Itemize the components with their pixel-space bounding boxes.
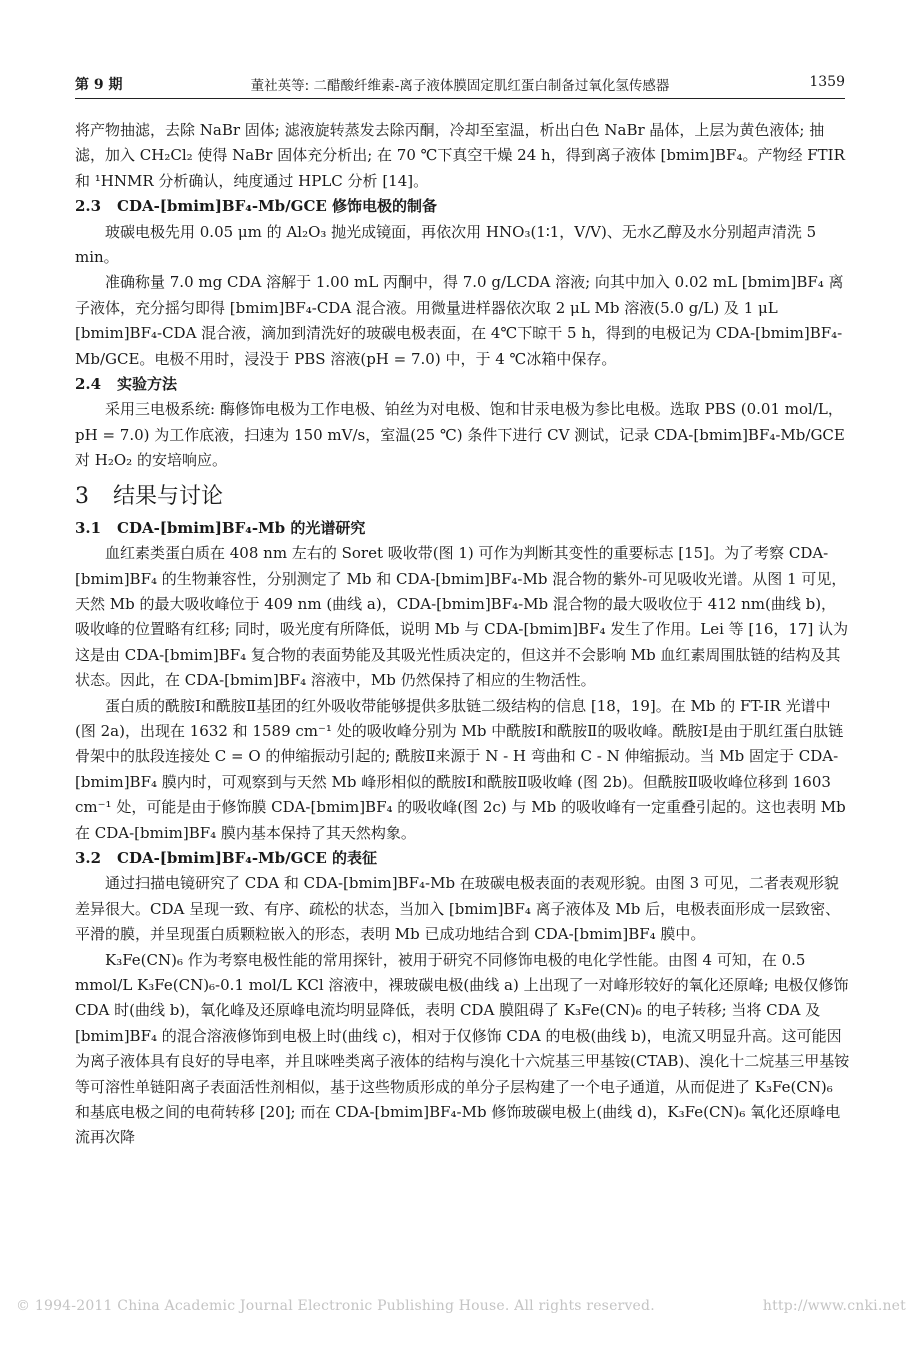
subsection-heading-2-4	[75, 372, 850, 397]
section-title: 结果与讨论	[113, 483, 224, 509]
running-title: 董社英等: 二醋酸纤维素-离子液体膜固定肌红蛋白制备过氧化氢传感器	[250, 78, 670, 94]
paragraph-intro-continued: 将产物抽滤，去除 NaBr 固体; 滤液旋转蒸发去除丙酮，冷却至室温，析出白色 NaBr 晶体，上层为黄色液体; 抽滤，加入 CH₂Cl₂ 使得 NaBr 固体充分析出; 在 70 ℃下真空干燥 24 h，得到离子液体 [bmim]BF₄。产物经 FTIR 和 ¹HNMR 分析确认，纯度通过 HPLC 分析 [14]。	[75, 121, 845, 190]
subsection-title: CDA-[bmim]BF₄-Mb 的光谱研究	[117, 518, 366, 537]
subsection-number: 2.3	[75, 197, 102, 216]
copyright-text: © 1994-2011 China Academic Journal Electronic Publishing House. All rights reserved.	[16, 1298, 655, 1314]
section-number: 3	[75, 483, 89, 509]
subsection-number: 2.4	[75, 375, 102, 394]
paragraph: K₃Fe(CN)₆ 作为考察电极性能的常用探针，被用于研究不同修饰电极的电化学性能。由图 4 可知，在 0.5 mmol/L K₃Fe(CN)₆-0.1 mol/L KCl 溶液中，裸玻碳电极(曲线 a) 上出现了一对峰形较好的氧化还原峰; 电极仅修饰 CDA 时(曲线 b)，氧化峰及还原峰电流均明显降低，表明 CDA 膜阻碍了 K₃Fe(CN)₆ 的电子转移; 当将 CDA 及 [bmim]BF₄ 的混合溶液修饰到电极上时(曲线 c)，相对于仅修饰 CDA 的电极(曲线 b)，电流又明显升高。这可能因为离子液体具有良好的导电率，并且咪唑类离子液体的结构与溴化十六烷基三甲基铵(CTAB)、溴化十二烷基三甲基铵等可溶性单链阳离子表面活性剂相似，基于这些物质形成的单分子层构建了一个电子通道，从而促进了 K₃Fe(CN)₆ 和基底电极之间的电荷转移 [20]; 而在 CDA-[bmim]BF₄-Mb 修饰玻碳电极上(曲线 d)，K₃Fe(CN)₆ 氧化还原峰电流再次降	[75, 950, 850, 1147]
subsection-heading-2-3	[75, 194, 850, 219]
subsection-title: 实验方法	[117, 375, 178, 394]
subsection-heading-3-2	[75, 846, 850, 871]
paragraph: 通过扫描电镜研究了 CDA 和 CDA-[bmim]BF₄-Mb 在玻碳电极表面的表观形貌。由图 3 可见，二者表观形貌差异很大。CDA 呈现一致、有序、疏松的状态，当加入 [bmim]BF₄ 离子液体及 Mb 后，电极表面形成一层致密、平滑的膜，并呈现蛋白质颗粒嵌入的形态，表明 Mb 已成功地结合到 CDA-[bmim]BF₄ 膜中。	[75, 874, 841, 944]
page-number: 1359	[809, 74, 845, 90]
issue-number: 第 9 期	[75, 77, 123, 93]
subsection-title: CDA-[bmim]BF₄-Mb/GCE 修饰电极的制备	[117, 197, 438, 216]
paragraph: 采用三电极系统: 酶修饰电极为工作电极、铂丝为对电极、饱和甘汞电极为参比电极。选取 PBS (0.01 mol/L，pH = 7.0) 为工作底液，扫速为 150 mV/s，室温(25 ℃) 条件下进行 CV 测试，记录 CDA-[bmim]BF₄-Mb/GCE 对 H₂O₂ 的安培响应。	[75, 400, 845, 470]
website-link[interactable]: http://www.cnki.net	[762, 1298, 906, 1314]
subsection-title: CDA-[bmim]BF₄-Mb/GCE 的表征	[117, 848, 378, 867]
section-heading-3	[75, 480, 850, 514]
subsection-number: 3.1	[75, 518, 102, 537]
paragraph: 准确称量 7.0 mg CDA 溶解于 1.00 mL 丙酮中，得 7.0 g/LCDA 溶液; 向其中加入 0.02 mL [bmim]BF₄ 离子液体，充分摇匀即得 [bmim]BF₄-CDA 混合液。用微量进样器依次取 2 μL Mb 溶液(5.0 g/L) 及 1 μL [bmim]BF₄-CDA 混合液，滴加到清洗好的玻碳电极表面，在 4℃下晾干 5 h，得到的电极记为 CDA-[bmim]BF₄-Mb/GCE。电极不用时，浸没于 PBS 溶液(pH = 7.0) 中，于 4 ℃冰箱中保存。	[75, 273, 844, 368]
running-header	[75, 72, 845, 99]
copyright-footer	[16, 1298, 906, 1314]
paragraph: 蛋白质的酰胺Ⅰ和酰胺Ⅱ基团的红外吸收带能够提供多肽链二级结构的信息 [18，19]。在 Mb 的 FT-IR 光谱中(图 2a)，出现在 1632 和 1589 cm⁻¹ 处的吸收峰分别为 Mb 中酰胺Ⅰ和酰胺Ⅱ的吸收峰。酰胺Ⅰ是由于肌红蛋白肽链骨架中的肽段连接处 C = O 的伸缩振动引起的; 酰胺Ⅱ来源于 N - H 弯曲和 C - N 伸缩振动。当 Mb 固定于 CDA-[bmim]BF₄ 膜内时，可观察到与天然 Mb 峰形相似的酰胺Ⅰ和酰胺Ⅱ吸收峰 (图 2b)。但酰胺Ⅱ吸收峰位移到 1603 cm⁻¹ 处，可能是由于修饰膜 CDA-[bmim]BF₄ 的吸收峰(图 2c) 与 Mb 的吸收峰有一定重叠引起的。这也表明 Mb 在 CDA-[bmim]BF₄ 膜内基本保持了其天然构象。	[75, 696, 846, 842]
paragraph: 玻碳电极先用 0.05 μm 的 Al₂O₃ 抛光成镜面，再依次用 HNO₃(1∶1，V/V)、无水乙醇及水分别超声清洗 5 min。	[75, 222, 817, 267]
subsection-heading-3-1	[75, 516, 850, 541]
paragraph: 血红素类蛋白质在 408 nm 左右的 Soret 吸收带(图 1) 可作为判断其变性的重要标志 [15]。为了考察 CDA-[bmim]BF₄ 的生物兼容性，分别测定了 Mb 和 CDA-[bmim]BF₄-Mb 混合物的紫外-可见吸收光谱。从图 1 可见，天然 Mb 的最大吸收峰位于 409 nm (曲线 a)，CDA-[bmim]BF₄-Mb 混合物的最大吸收位于 412 nm(曲线 b)，吸收峰的位置略有红移; 同时，吸光度有所降低，说明 Mb 与 CDA-[bmim]BF₄ 发生了作用。Lei 等 [16，17] 认为这是由 CDA-[bmim]BF₄ 复合物的表面势能及其吸光性质决定的，但这并不会影响 Mb 血红素周围肽链的结构及其状态。因此，在 CDA-[bmim]BF₄ 溶液中，Mb 仍然保持了相应的生物活性。	[75, 544, 849, 690]
article-body	[75, 118, 850, 1151]
subsection-number: 3.2	[75, 848, 102, 867]
